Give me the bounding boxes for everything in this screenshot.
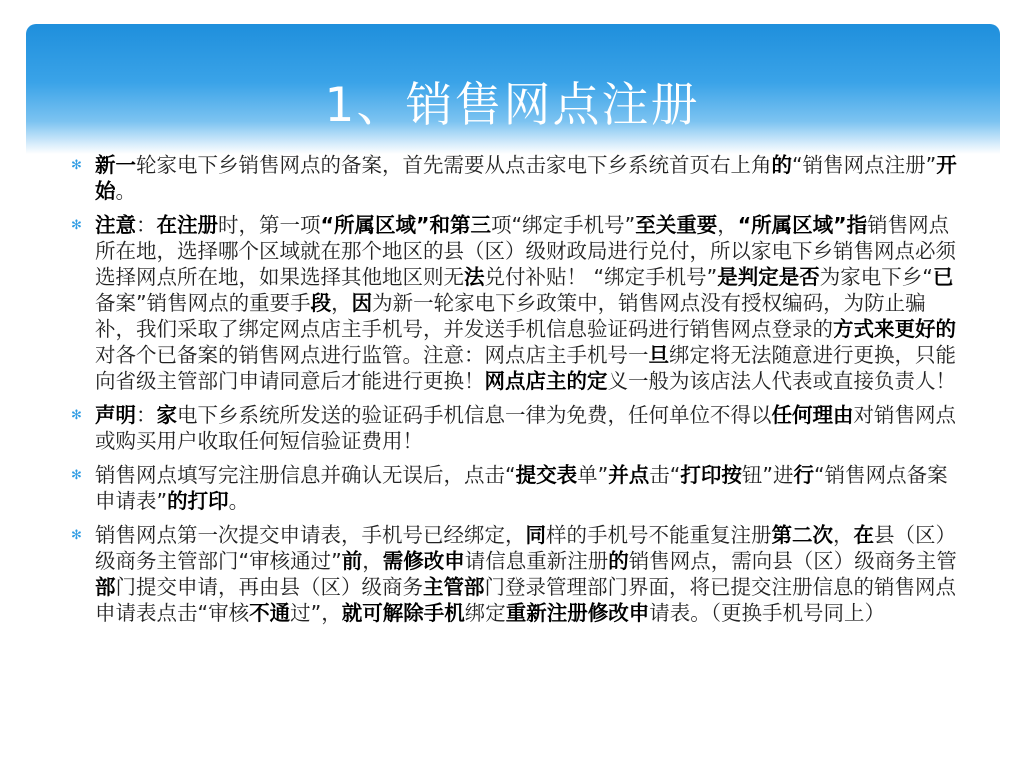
text-run: 请表。（更换手机号同上） <box>649 601 885 625</box>
text-run: 。 <box>228 489 250 513</box>
text-run: 义一般为该店法人代表或直接负责人！ <box>607 369 956 393</box>
text-run: 项“绑定手机号” <box>490 213 636 237</box>
bold-text-run: 网点店主的定 <box>484 369 608 393</box>
bullet-item <box>70 402 962 454</box>
bold-text-run: 重新注册修改申 <box>505 601 650 625</box>
bullet-text <box>95 463 948 513</box>
text-run: 绑定 <box>464 601 506 625</box>
text-run: 单” <box>577 463 609 487</box>
bold-text-run: 已 <box>932 265 954 289</box>
text-run: ： <box>136 403 157 427</box>
bold-text-run: 法 <box>464 265 485 289</box>
bullet-text <box>95 403 956 453</box>
asterisk-bullet-icon: ✻ <box>71 468 82 483</box>
text-run: 县（区）级商务主管部门“审核通过” <box>95 523 956 573</box>
bold-text-run: 前 <box>341 549 363 573</box>
text-run: 样的手机号不能重复注册 <box>546 523 772 547</box>
bold-text-run: 的 <box>771 153 792 177</box>
bold-text-run: 打印按 <box>680 463 742 487</box>
bold-text-run: 行 <box>793 463 814 487</box>
bold-text-run: 在注册 <box>156 213 218 237</box>
bold-text-run: 旦 <box>648 343 669 367</box>
bold-text-run: 并点 <box>608 463 650 487</box>
bold-text-run: “所属区域”指 <box>737 213 868 237</box>
text-run: 钮”进 <box>741 463 794 487</box>
text-run: 击“ <box>649 463 681 487</box>
bold-text-run: 家 <box>156 403 177 427</box>
bullet-item <box>70 522 962 626</box>
text-run: 对销售网点或购买用户收取任何短信验证费用！ <box>95 403 956 453</box>
text-run: 备案”销售网点的重要手 <box>95 291 311 315</box>
text-run: 为家电下乡“ <box>819 265 933 289</box>
text-run: “销售网点注册” <box>792 153 937 177</box>
text-run: ， <box>362 549 383 573</box>
bold-text-run: 需修改申 <box>382 549 465 573</box>
bold-text-run: 在 <box>853 523 874 547</box>
text-run: ， <box>331 291 352 315</box>
bold-text-run: 是判定是否 <box>717 265 820 289</box>
bold-text-run: 段 <box>310 291 332 315</box>
slide-title: 1、销售网点注册 <box>324 78 700 133</box>
bold-text-run: 声明 <box>95 403 136 427</box>
bullet-text <box>95 523 957 625</box>
bold-text-run: 注意 <box>95 213 136 237</box>
text-run: 销售网点填写完注册信息并确认无误后，点击“ <box>95 463 516 487</box>
bold-text-run: 第二次 <box>771 523 833 547</box>
text-run: 。 <box>115 179 136 203</box>
bold-text-run: 部 <box>95 575 116 599</box>
bold-text-run: 不通 <box>249 601 291 625</box>
text-run: 对各个已备案的销售网点进行监管。注意：网点店主手机号一 <box>95 343 649 367</box>
asterisk-bullet-icon: ✻ <box>71 408 82 423</box>
text-run: ： <box>136 213 157 237</box>
text-run: 销售网点所在地，选择哪个区域就在那个地区的县（区）级财政局进行兑付，所以家电下乡销售网点必须选择网点所在地，如果选择其他地区则无 <box>95 213 956 289</box>
bullet-list <box>70 152 962 634</box>
text-run: ， <box>833 523 854 547</box>
text-run: 门登录管理部门界面，将已提交注册信息的销售网点申请表点击“审核 <box>95 575 956 625</box>
bullet-item <box>70 212 962 394</box>
text-run: 销售网点第一次提交申请表，手机号已经绑定， <box>95 523 526 547</box>
text-run: 销售网点，需向县（区）级商务主管 <box>628 549 957 573</box>
bold-text-run: 的打印 <box>167 489 229 513</box>
text-run: 过”， <box>290 601 342 625</box>
bold-text-run: “所属区域”和第三 <box>320 213 491 237</box>
text-run: 兑付补贴！ “绑定手机号” <box>484 265 718 289</box>
bold-text-run: 因 <box>351 291 373 315</box>
bold-text-run: 至关重要 <box>635 213 718 237</box>
bullet-item <box>70 462 962 514</box>
bold-text-run: 的 <box>608 549 629 573</box>
bullet-item <box>70 152 962 204</box>
asterisk-bullet-icon: ✻ <box>71 158 82 173</box>
text-run: 电下乡系统所发送的验证码手机信息一律为免费，任何单位不得以 <box>177 403 772 427</box>
text-run: 轮家电下乡销售网点的备案，首先需要从点击家电下乡系统首页右上角 <box>136 153 772 177</box>
asterisk-bullet-icon: ✻ <box>71 218 82 233</box>
text-run: 时，第一项 <box>218 213 321 237</box>
asterisk-bullet-icon: ✻ <box>71 528 82 543</box>
text-run: 请信息重新注册 <box>464 549 609 573</box>
bullet-text <box>95 153 957 203</box>
bold-text-run: 新一 <box>95 153 136 177</box>
bold-text-run: 就可解除手机 <box>341 601 465 625</box>
text-run: “销售网点备案申请表” <box>95 463 948 513</box>
text-run: ， <box>717 213 738 237</box>
text-run: 绑定将无法随意进行更换，只能向省级主管部门申请同意后才能进行更换！ <box>95 343 956 393</box>
bold-text-run: 提交表 <box>515 463 578 487</box>
bold-text-run: 开始 <box>95 153 957 203</box>
bold-text-run: 方式来更好的 <box>833 317 956 341</box>
bold-text-run: 任何理由 <box>771 403 854 427</box>
bold-text-run: 同 <box>525 523 546 547</box>
bold-text-run: 主管部 <box>423 575 485 599</box>
text-run: 门提交申请，再由县（区）级商务 <box>115 575 423 599</box>
bullet-text <box>95 213 956 393</box>
text-run: 为新一轮家电下乡政策中，销售网点没有授权编码，为防止骗补，我们采取了绑定网点店主手机号，并发送手机信息验证码进行销售网点登录的 <box>95 291 926 341</box>
